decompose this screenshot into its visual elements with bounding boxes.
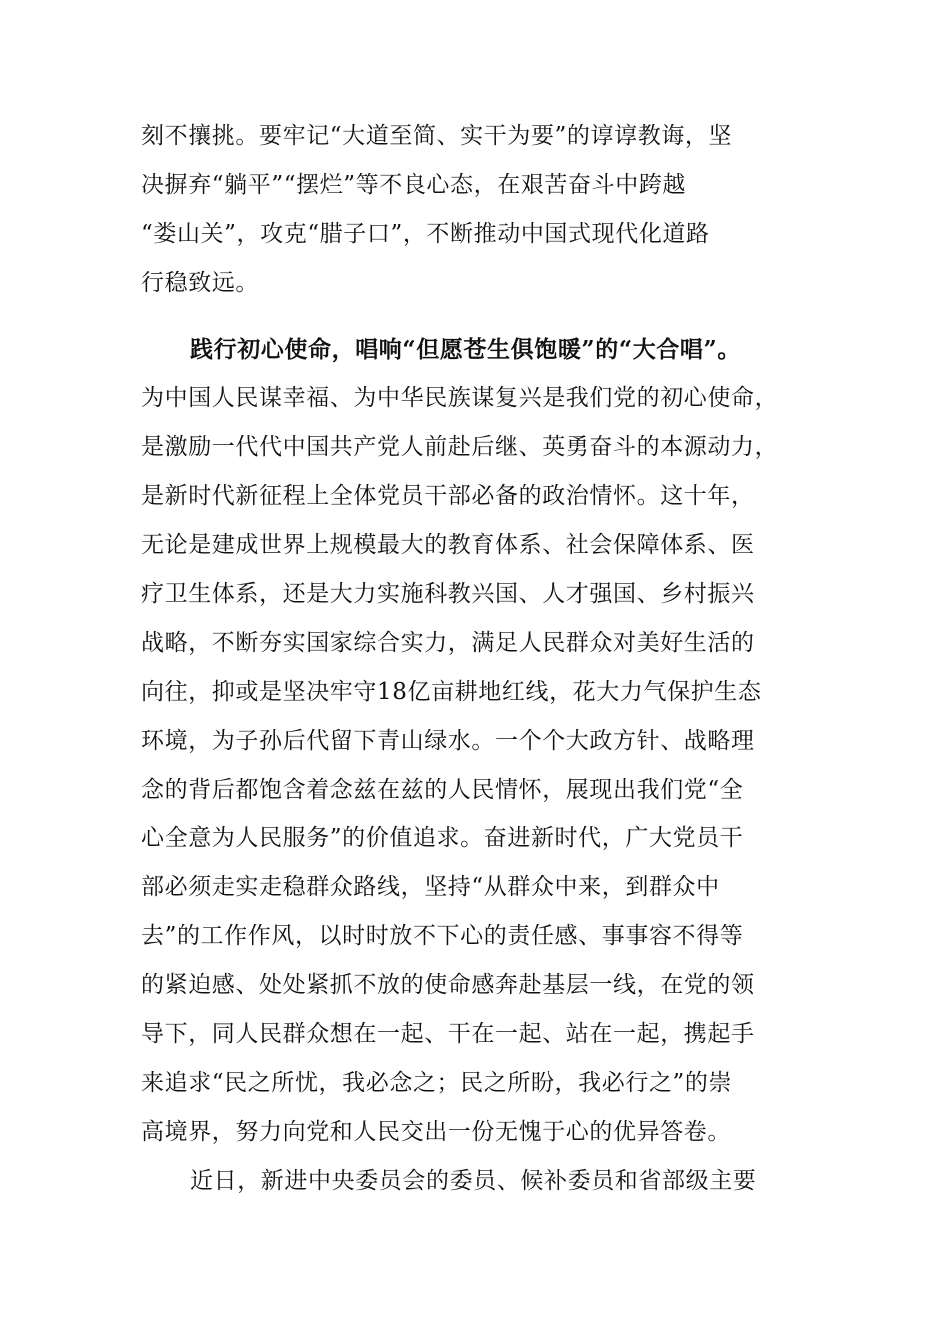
- text-line: 来追求“民之所忧，我必念之；民之所盼，我必行之”的崇: [141, 1069, 733, 1096]
- paragraph-3: [141, 1157, 821, 1206]
- text-line: 疗卫生体系，还是大力实施科教兴国、人才强国、乡村振兴: [141, 581, 755, 608]
- paragraph-1: [141, 112, 821, 308]
- text-line: 决摒弃“躺平”“摆烂”等不良心态，在艰苦奋斗中跨越: [141, 171, 687, 198]
- text-line: 心全意为人民服务”的价值追求。奋进新时代，广大党员干: [141, 825, 744, 852]
- text-line: 向往，抑或是坚决牢守18亿亩耕地红线，花大力气保护生态: [141, 678, 762, 705]
- text-line: 导下，同人民群众想在一起、干在一起、站在一起，携起手: [141, 1021, 755, 1048]
- text-line: 的紧迫感、处处紧抓不放的使命感奔赴基层一线，在党的领: [141, 972, 755, 999]
- paragraph-2: [141, 326, 821, 1157]
- text-line: 高境界，努力向党和人民交出一份无愧于心的优异答卷。: [141, 1118, 731, 1145]
- text-line: 是新时代新征程上全体党员干部必备的政治情怀。这十年，: [141, 483, 755, 510]
- text-line: 是激励一代代中国共产党人前赴后继、英勇奋斗的本源动力，: [141, 434, 779, 461]
- text-line: 为中国人民谋幸福、为中华民族谋复兴是我们党的初心使命，: [141, 385, 779, 412]
- text-line: 行稳致远。: [141, 269, 259, 296]
- text-line: 部必须走实走稳群众路线，坚持“从群众中来，到群众中: [141, 874, 720, 901]
- text-line: 念的背后都饱含着念兹在兹的人民情怀，展现出我们党“全: [141, 776, 744, 803]
- text-line: 近日，新进中央委员会的委员、候补委员和省部级主要: [190, 1167, 757, 1194]
- paragraph-spacer: [141, 308, 821, 326]
- section-heading: 践行初心使命，唱响“但愿苍生俱饱暖”的“大合唱”。: [190, 335, 741, 363]
- text-line: 无论是建成世界上规模最大的教育体系、社会保障体系、医: [141, 532, 755, 559]
- text-line: 刻不攘挑。要牢记“大道至简、实干为要”的谆谆教诲，坚: [141, 123, 733, 149]
- article-body: [141, 112, 821, 1206]
- text-line: “娄山关”，攻克“腊子口”，不断推动中国式现代化道路: [141, 220, 710, 247]
- text-line: 去”的工作作风，以时时放不下心的责任感、事事容不得等: [141, 923, 744, 950]
- text-line: 环境，为子孙后代留下青山绿水。一个个大政方针、战略理: [141, 727, 755, 754]
- text-line: 战略，不断夯实国家综合实力，满足人民群众对美好生活的: [141, 629, 755, 656]
